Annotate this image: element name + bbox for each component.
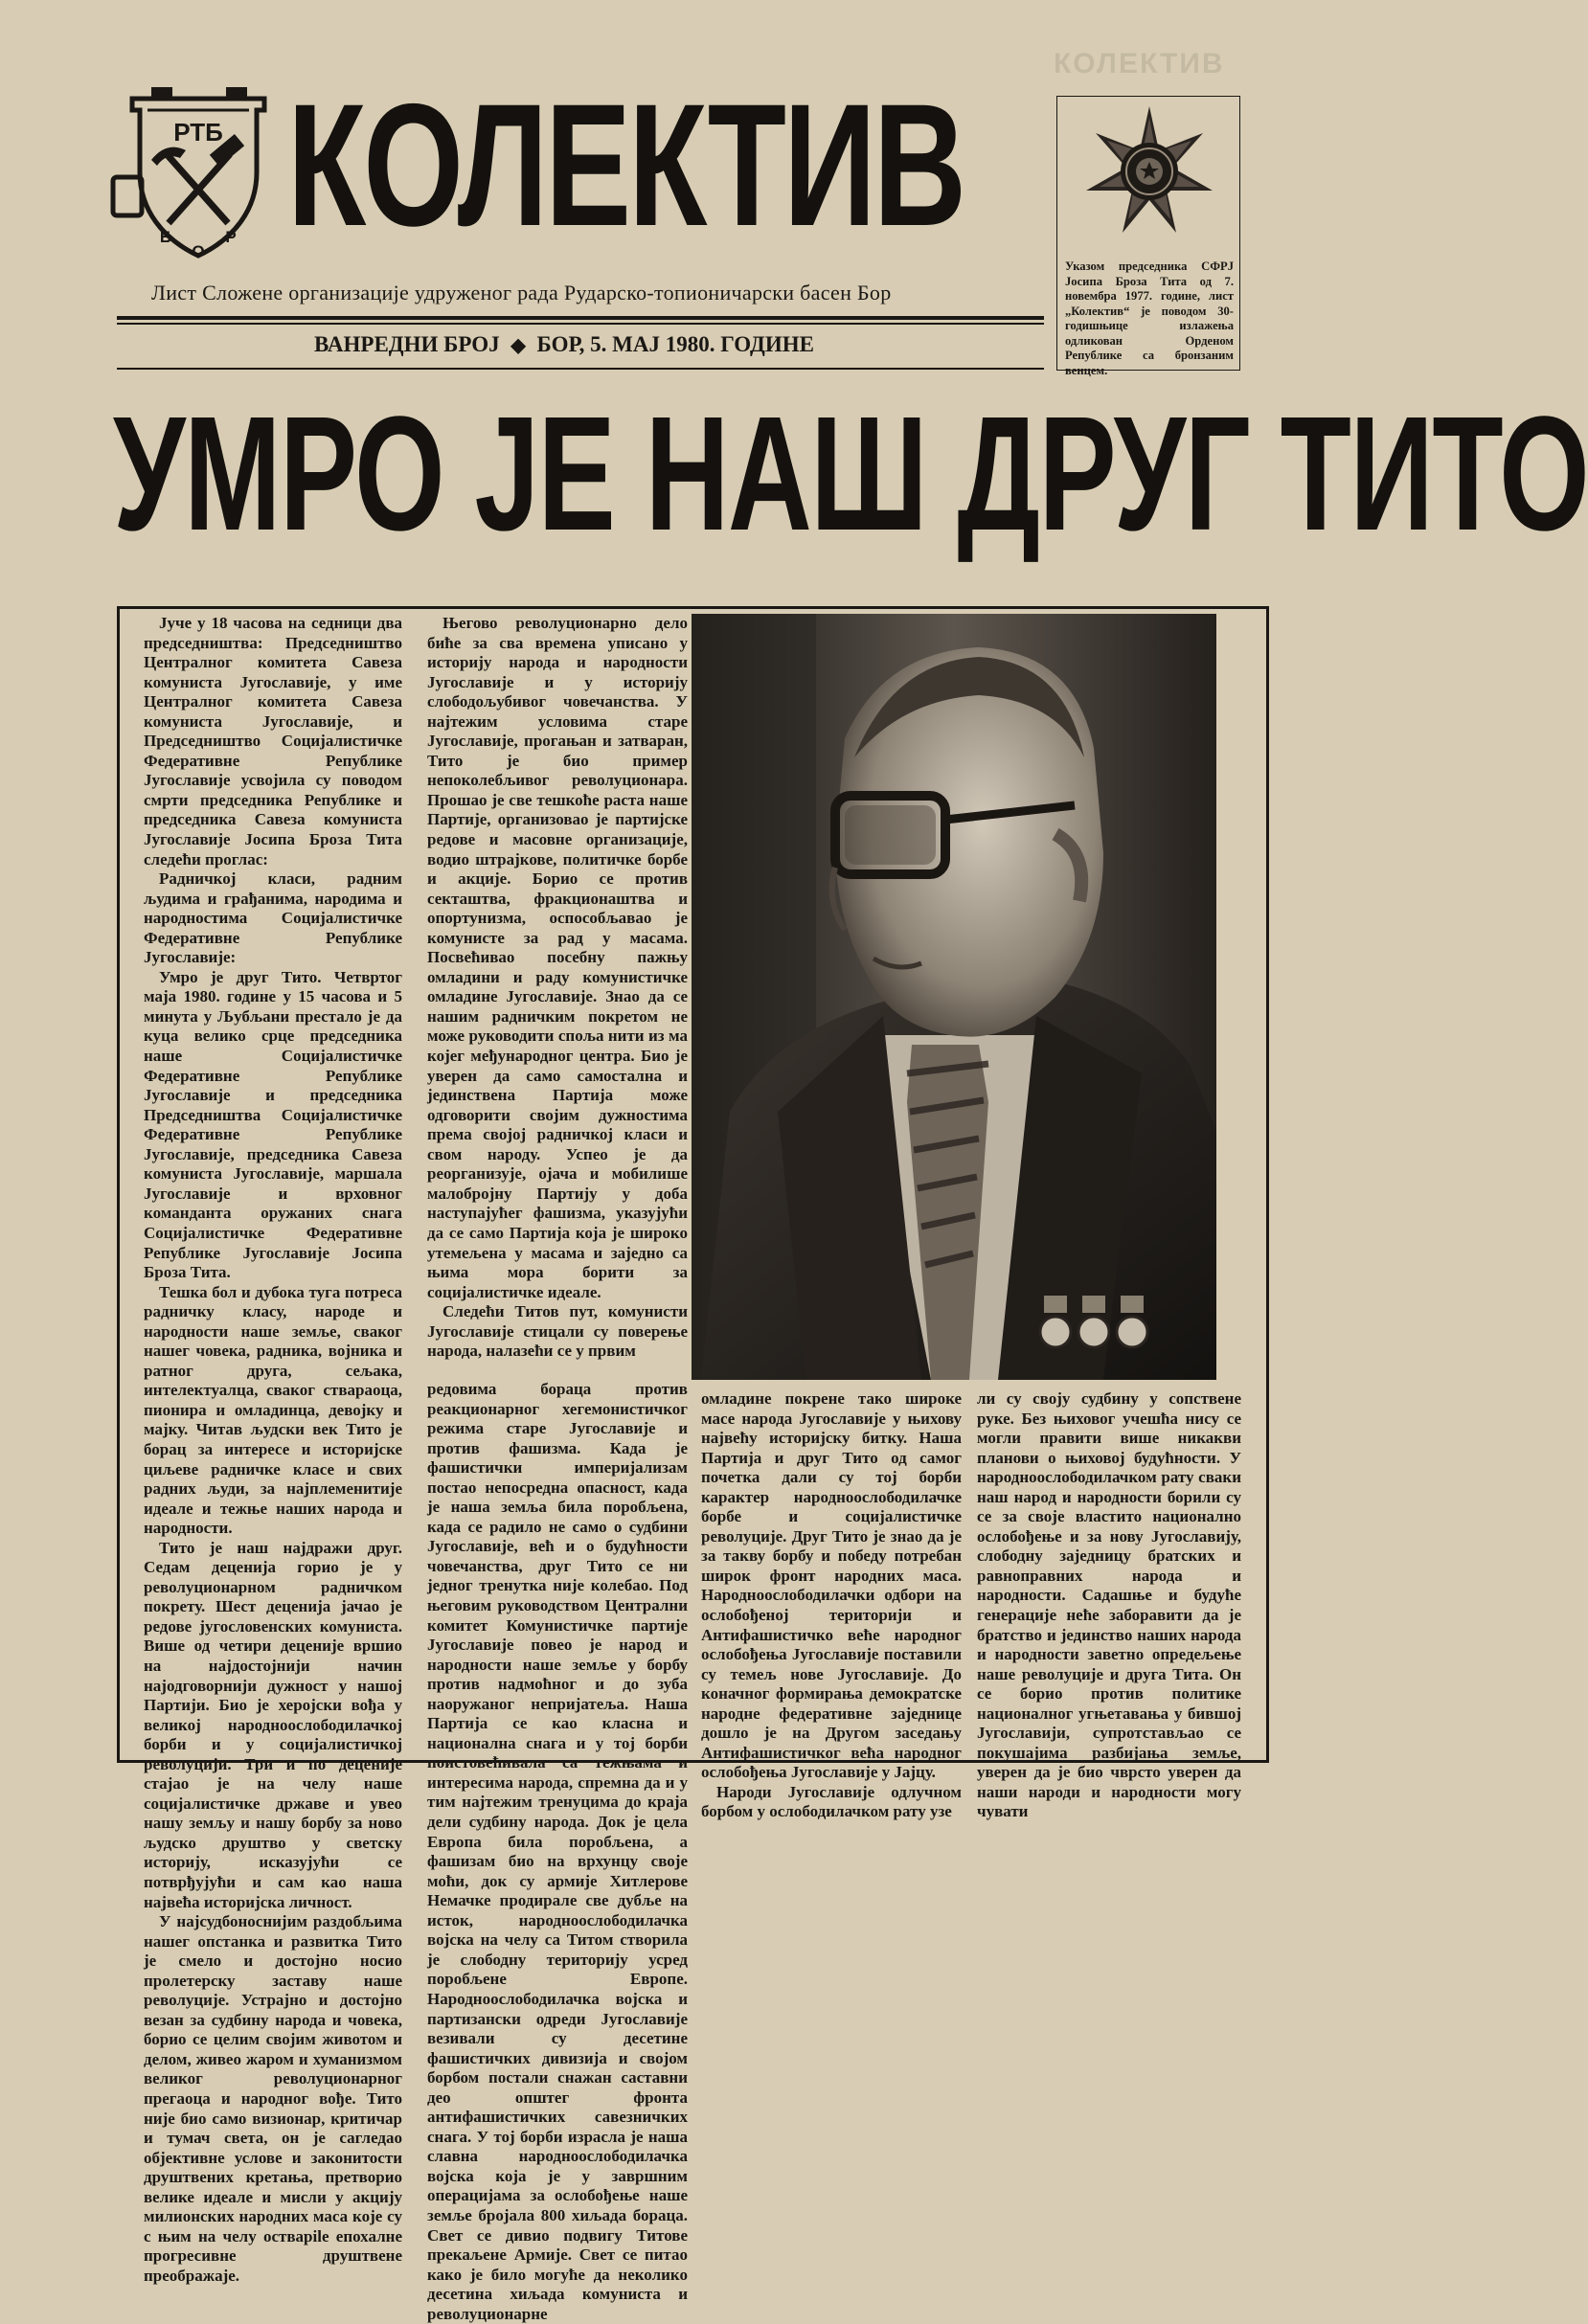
paragraph: Умро је друг Тито. Четвртог маја 1980. године у 15 часова и 5 минута у Љубљани престало је да куца велико срце председника наше Социјалистичке Федеративне Републике Југославије и председника Председништва Социјалистичке Федеративне Републике Југославије, председника Савеза комуниста Југославије, маршала Југославије и врховног команданта оружаних снага Социјалистичке Федеративне Републике Југославије Јосипа Броза Тита. — [144, 967, 402, 1282]
mining-hammer-pick-shield-icon — [113, 81, 284, 263]
award-box — [1056, 96, 1240, 377]
issue-rule — [117, 368, 1044, 370]
paragraph: Народи Југославије одлучном борбом у ослободилачком рату узе — [701, 1782, 962, 1821]
newspaper-title: КОЛЕКТИВ — [287, 67, 964, 262]
portrait-image — [692, 614, 1216, 1380]
paragraph: Следећи Титов пут, комунисти Југославије стицали су поверење народа, налазећи се у првим — [427, 1302, 688, 1361]
paragraph: ли су своју судбину у сопствене руке. Без њиховог учешћа нису се могли правити више никакви планови о њиховој будућности. У народноослободилачком рату сваки наш народ и народности борили су се за своје властито национално ослобођење и за нову Југославију, слободну заједницу братских и равноправних народа и народности. Садашње и будуће генерације неће заборавити да је братство и јединство наших народа и народности заветно опредељење наше револуције и друга Тита. Он се борио против политике националног угњетавања у бившој Југославији, супротстављао се покушајима разбијања земље, уверен да је био чврсто уверен да наши народи и народности могу чувати — [977, 1389, 1241, 1821]
newspaper-subtitle: Лист Сложене организације удруженог рада Рударско-топионичарски басен Бор — [151, 281, 892, 305]
logo-letter-b: Б — [159, 228, 172, 246]
logo-text: РТБ — [173, 118, 223, 147]
paragraph: Радничкој класи, радним људима и грађанима, народима и народностима Социјалистичке Федеративне Републике Југославије: — [144, 869, 402, 967]
article-column-1 — [144, 614, 402, 2285]
article-column-2 — [427, 614, 688, 1380]
paragraph: редовима бораца против реакционарног хегемонистичког режима старе Југославије и против фашизма. Када је фашистички империјализам постао непосредна опасност, када је наша земља била поробљена, када се радило не само о судбини Југославије, већ и о будућности човечанства, друг Тито се ни једног тренутка није колебао. Под његовим руководством Централни комитет Комунистичке партије Југославије повео је народ и народности наше земље у борбу против надмоћног и до зуба наоружаног непријатеља. Наша Партија се као класна и национална снага и у тој борби поистовећивала са тежњама и интересима народа, спремна да и у тим најтежим тренуцима до краја дели судбину народа. Док је цела Европа била поробљена, а фашизам био на врхунцу своје моћи, док су армије Хитлерове Немачке продирале све дубље на исток, народноослободилачка војска на челу са Титом створила је слободну територију усред поробљене Европе. Народноослободилачка војска и партизански одреди Југославије везивали су десетине фашистичких дивизија и својом борбом постали снажан саставни део општег фронта антифашистичких савезничких снага. У тој борби израсла је наша славна народноослободилачка војска која је у завршним операцијама за ослобођење наше земље бројала 800 хиљада бораца. Свет се дивио подвигу Титове прекаљене Армије. Свет се питао како је било могуће да неколико десетина хиљада комуниста и револуционарне — [427, 1380, 688, 2323]
logo-letter-r: Р — [225, 228, 237, 246]
award-text: Указом председника СФРЈ Јосипа Броза Тита од 7. новембра 1977. године, лист „Колектив“ је поводом 30-годишњице излажења одликован Орденом Републике са бронзаним венцем. — [1065, 259, 1234, 377]
paragraph: Тито је наш најдражи друг. Седам деценија горио је у револуционарном радничком покрету. Шест деценија јачао је редове југословенских комуниста. Више од четири деценије вршио на најдостојнији начин најодговорнији дужност у нашој Партији. Био је херојски вођа у великој народноослободилачкој борби и у социјалистичкој револуцији. Три и по деценије стајао је на челу наше социјалистичке државе и увео нашу земљу и нашу борбу за ново људско друштво у светску историју, исказујући се потврђујући и сам као наша највећа историјска личност. — [144, 1538, 402, 1911]
issue-line — [314, 332, 1042, 357]
article-column-2-continued — [427, 1380, 688, 2323]
logo-letter-o: О — [192, 242, 205, 260]
paragraph: Његово револуционарно дело биће за сва времена уписано у историју народа и народности Југославије и у историју слободољубивог човечанства. У најтежим условима старе Југославије, прогањан и затваран, Тито је био пример непоколебљивог револуционара. Прошао је све тешкоће раста наше Партије, организовао је партијске редове и масовне организације, водио штрајкове, политичке борбе и акције. Борио се против секташтва, фракционаштва и опортунизма, оспособљавао је комунисте за рад у масама. Посвећивао посебну пажњу омладини и раду комунистичке омладине Југославије. Знао да се нашим радничким покретом не може руководити споља нити из ма којег међународног центра. Био је уверен да само самостална и јединствена Партија може одговорити својим дужностима према својој радничкој класи и свом народу. Успео је да реорганизује, ојача и мобилише малобројну Партију у доба наступајућег фашизма, указујући да се само Партија која је широко утемељена у масама и заједно са њима мора борити за социјалистичке идеале. — [427, 614, 688, 1301]
paragraph: омладине покрене тако широке масе народа Југославије у њихову највећу историјску битку. Наша Партија и друг Тито од самог почетка дали су тој борби карактер народноослободилачке борбе и социјалистичке револуције. Друг Тито је знао да је за такву борбу и победу потребан широк фронт народних маса. Народноослободилачки одбори на ослобођеној територији и Антифашистичко веће народног ослобођења Југославије поставили су темељ нове Југославије. До коначног формирања демократске народне федеративне заједнице дошло је на Другом заседању Антифашистичког већа народног ослобођења Југославије у Јајцу. — [701, 1389, 962, 1782]
main-headline: УМРО ЈЕ НАШ ДРУГ ТИТО — [113, 383, 1588, 565]
portrait-photo — [692, 614, 1216, 1380]
order-of-republic-star-icon — [1084, 104, 1214, 235]
article-column-3 — [701, 1389, 962, 1821]
bleed-through-title: КОЛЕКТИВ — [1054, 48, 1225, 79]
paragraph: Тешка бол и дубока туга потреса радничку класу, народе и народности наше земље, сваког нашег човека, радника, војника и ратног друга, сељака, интелектуалца, сваког ствараоца, пионира и омладинца, девојку и мајку. Читав људски век Тито је борац за интересе и историјске циљеве радничке класе и свих радних људи, за најплеменитије идеале и тежње наших народа и народности. — [144, 1282, 402, 1538]
article-column-4 — [977, 1389, 1241, 1821]
issue-date: БОР, 5. МАЈ 1980. ГОДИНЕ — [536, 332, 814, 356]
diamond-icon: ◆ — [510, 335, 526, 356]
issue-label: ВАНРЕДНИ БРОЈ — [314, 332, 500, 356]
paragraph: Јуче у 18 часова на седници два председништва: Председништво Централног комитета Савеза комуниста Југославије, у име Централног комитета Савеза комуниста Југославије, и Председништво Социјалистичке Федеративне Републике Југославије усвојила су поводом смрти председника Републике и председника Савеза комуниста Југославије Јосипа Броза Тита следећи проглас: — [144, 614, 402, 869]
masthead-rule-thick — [117, 316, 1044, 320]
paragraph: У најсудбоноснијим раздобљима нашег опстанка и развитка Тито је смело и достојно носио пролетерску заставу наше револуције. Устрајно и достојно везан за судбину народа и човека, борио се целим својим животом и делом, живео жаром и хуманизмом великог револуционарног прегаоца и народног вође. Тито није био само визионар, критичар и тумач света, он је сагледао објективне услове и законитости друштвених кретања, претворио велике идеале и мисли у акцију милионских народних маса које су с њим на челу остварile епохалне прогресивне друштвене преображаје. — [144, 1912, 402, 2285]
masthead-rule-thin — [117, 323, 1044, 325]
rtb-logo — [113, 81, 284, 263]
